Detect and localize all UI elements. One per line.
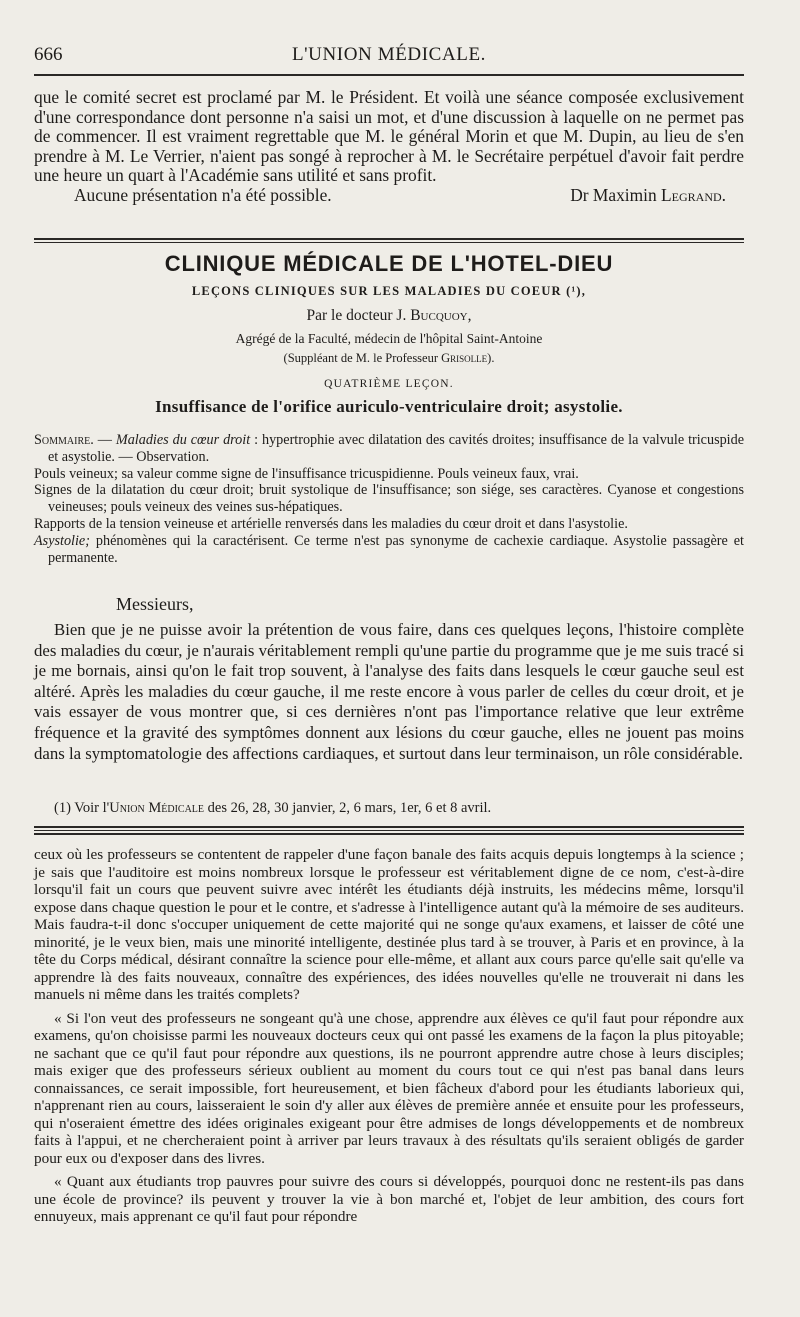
summary-item xyxy=(34,533,744,567)
signature xyxy=(570,186,744,206)
journal-title: L'UNION MÉDICALE. xyxy=(291,44,487,65)
summary-text: phénomènes qui la caractérisent. Ce terme n'est pas synonyme de cachexie cardiaque. Asystolie passagère et permanente. xyxy=(48,532,744,566)
feuilleton-paragraph: ceux où les professeurs se contentent de rappeler d'une façon banale des faits acquis depuis longtemps à la science ; je sais que l'auditoire est moins nombreux lorsque le professeur est véritablement digne de ce nom, c'est-à-dire lorsqu'il fait un cours que peuvent suivre avec intérêt les étudiants déjà instruits, les médecins même, lorsqu'il expose dans chaque question le pour et le contre, et s'adresse à l'intelligence autant qu'à la mémoire de ses auditeurs. Mais faudra-t-il donc s'occuper uniquement de cette majorité qui ne songe qu'aux examens, et laisser de côté une minorité, je le veux bien, mais une minorité intelligente, destinée plus tard à se trouver, à Paris et en province, à la tête du Corps médical, désirant connaître la science pour elle-même, et allant aux cours parce qu'elle sait qu'elle va apprendre là des faits nouveaux, connaître des expériences, des idées nouvelles qu'elle ne trouverait ni dans les manuels ni même dans les traités complets? xyxy=(34,846,744,1003)
author-line xyxy=(34,306,744,326)
closing-sentence: Aucune présentation n'a été possible. xyxy=(74,184,332,205)
header-rule xyxy=(34,74,744,76)
signature-prefix: Dr Maximin xyxy=(570,184,657,205)
affiliation: Agrégé de la Faculté, médecin de l'hôpital Saint-Antoine xyxy=(235,331,543,346)
author-prefix: Par le docteur J. xyxy=(306,307,407,324)
salutation: Messieurs, xyxy=(116,594,194,614)
summary-block xyxy=(34,432,744,566)
substitute-line xyxy=(34,350,744,366)
summary-item: Rapports de la tension veineuse et artérielle renversés dans les maladies du cœur droit et dans l'asystolie. xyxy=(34,515,628,532)
substitute-suffix: ). xyxy=(487,351,495,365)
summary-item: Signes de la dilatation du cœur droit; bruit systolique de l'insuffisance; son siége, ses caractères. Cyanose et congestions veineuses; pouls veineux des veines sus-hépatiques. xyxy=(34,482,744,516)
summary-item xyxy=(34,432,744,466)
feuilleton-divider xyxy=(34,826,744,835)
feuilleton xyxy=(34,846,744,1226)
summary-topic: Maladies du cœur droit xyxy=(115,432,251,448)
footnote-text: des 26, 28, 30 janvier, 2, 6 mars, 1er, 6 et 8 avril. xyxy=(204,800,492,816)
signature-name: Legrand. xyxy=(661,184,726,205)
footnote-journal: Union Médicale xyxy=(109,800,205,816)
summary-label: Sommaire. xyxy=(34,432,94,448)
section-title: CLINIQUE MÉDICALE DE L'HOTEL-DIEU xyxy=(164,251,614,276)
substitute-name: Grisolle xyxy=(441,351,488,365)
summary-dash: — xyxy=(93,432,116,448)
lecture-body xyxy=(34,620,744,764)
lecture-title: Insuffisance de l'orifice auriculo-ventriculaire droit; asystolie. xyxy=(155,397,623,416)
series-title: LEÇONS CLINIQUES SUR LES MALADIES DU COEUR (¹), xyxy=(191,284,587,298)
opening-paragraph: que le comité secret est proclamé par M. le Président. Et voilà une séance composée exclusivement d'une correspondance dont personne n'a saisi un mot, et d'une discussion à laquelle on ne permet pas de commencer. Il est vraiment regrettable que M. le général Morin et que M. Dupin, au lieu de s'en prendre à M. Le Verrier, n'aient pas songé à reprocher à M. le Secrétaire perpétuel d'avoir fait perdre une heure un quart à l'Académie sans utilité et sans profit. xyxy=(34,87,744,186)
article-header xyxy=(34,250,744,418)
signature-line xyxy=(34,186,744,206)
feuilleton-paragraph: « Si l'on veut des professeurs ne songeant qu'à une chose, apprendre aux élèves ce qu'il faut pour répondre aux examens, qu'on choisisse parmi les nouveaux docteurs ceux qui ont passé les examens de la façon la plus pitoyable; ne sachant que ce qu'il faut pour répondre aux questions, ils ne pourront apprendre autre chose à leurs disciples; mais exiger que des professeurs sérieux oublient au moment du cours tout ce qui n'est pas banal dans leurs connaissances, ce serait impossible, fort heureusement, et bien fâcheux d'abord pour les étudiants laborieux qui, n'apprenant rien au cours, laisseraient le soin d'y aller aux élèves de première année et ensuite pour les professeurs, qui n'oseraient émettre des idées originales exigeant pour être admises de longs développements et de nombreux faits à l'appui, et ne chercheraient point à arriver par leurs travaux à des résultats qu'ils seraient obligés de garder pour eux ou d'exposer dans des livres. xyxy=(34,1009,744,1167)
feuilleton-paragraph: « Quant aux étudiants trop pauvres pour suivre des cours si développés, pourquoi donc ne restent-ils pas dans une école de province? ils peuvent y trouver la vie à bon marché et, l'objet de leur ambition, des cours fort ennuyeux, mais apprenant ce qu'il faut pour répondre xyxy=(34,1173,744,1225)
page-number: 666 xyxy=(34,44,63,65)
summary-topic: Asystolie; xyxy=(34,532,90,549)
opening-block xyxy=(34,88,744,206)
summary-text: : hypertrophie avec dilatation des cavités droites; insuffisance de la valvule tricuspide et asystolie. — Observation. xyxy=(48,432,745,465)
running-head xyxy=(34,44,744,70)
lecture-paragraph: Bien que je ne puisse avoir la prétention de vous faire, dans ces quelques leçons, l'histoire complète des maladies du cœur, je n'aurais véritablement rempli qu'une partie du programme que je me suis tracé si je me bornais, ainsi qu'on le fait trop souvent, à l'analyse des faits dans lesquels le cœur gauche seul est altéré. Après les maladies du cœur gauche, il me reste encore à vous parler de celles du cœur droit, et je vais essayer de vous montrer que, si ces dernières n'ont pas l'importance relative que leur extrême fréquence et la gravité des symptômes donnent aux lésions du cœur gauche, elles ne jouent pas moins dans la symptomatologie des affections cardiaques, et surtout dans leur terminaison, un rôle considérable. xyxy=(34,620,744,763)
summary-item: Pouls veineux; sa valeur comme signe de l'insuffisance tricuspidienne. Pouls veineux faux, vrai. xyxy=(34,465,579,482)
footnote xyxy=(54,800,744,817)
lesson-number: QUATRIÈME LEÇON. xyxy=(324,378,454,390)
author-name: Bucquoy, xyxy=(410,307,472,324)
substitute-prefix: (Suppléant de M. le Professeur xyxy=(283,351,439,365)
footnote-prefix: (1) Voir l' xyxy=(54,800,110,816)
section-divider xyxy=(34,238,744,243)
